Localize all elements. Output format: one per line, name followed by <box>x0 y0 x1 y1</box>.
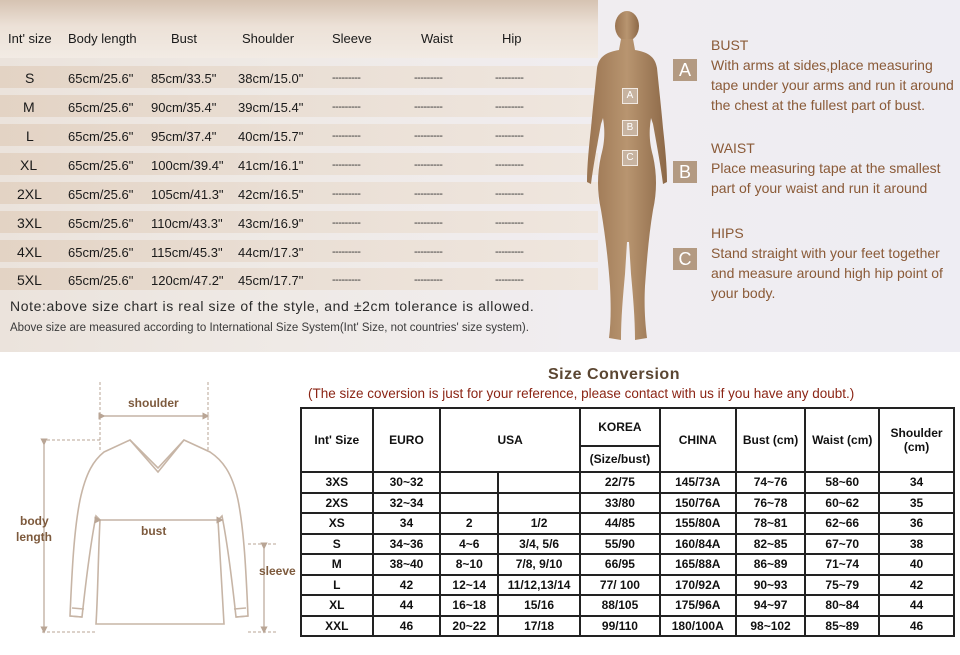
cell: 35 <box>879 493 954 514</box>
tolerance-note: Note:above size chart is real size of the style, and ±2cm tolerance is allowed. <box>10 298 535 314</box>
shoulder-cell: 45cm/17.7" <box>238 273 304 288</box>
header-usa: USA <box>440 408 580 472</box>
cell: 46 <box>373 616 441 637</box>
cell: 20~22 <box>440 616 498 637</box>
cell: 94~97 <box>736 595 806 616</box>
hip-cell: --------- <box>495 72 524 84</box>
body-length-cell: 65cm/25.6" <box>68 187 134 202</box>
cell: 11/12,13/14 <box>498 575 580 596</box>
cell: 42 <box>373 575 441 596</box>
cell: 55/90 <box>580 534 660 555</box>
table-row <box>301 513 954 534</box>
size-conversion-table <box>300 407 955 637</box>
cell: 145/73A <box>660 472 736 493</box>
cell: 38 <box>879 534 954 555</box>
shoulder-cell: 40cm/15.7" <box>238 129 304 144</box>
cell: 170/92A <box>660 575 736 596</box>
shoulder-cell: 43cm/16.9" <box>238 216 304 231</box>
header-waist: Waist <box>421 31 454 46</box>
header-china: CHINA <box>660 408 736 472</box>
cell: 2 <box>440 513 498 534</box>
hip-cell: --------- <box>495 217 524 229</box>
header-shoulder-line2: (cm) <box>903 440 930 454</box>
shoulder-cell: 42cm/16.5" <box>238 187 304 202</box>
cell: 74~76 <box>736 472 806 493</box>
sleeve-cell: --------- <box>332 101 361 113</box>
waist-cell: --------- <box>414 159 443 171</box>
cell: 22/75 <box>580 472 660 493</box>
table-row <box>301 595 954 616</box>
size-cell: M <box>23 99 35 115</box>
cell: 3/4, 5/6 <box>498 534 580 555</box>
bust-cell: 115cm/45.3" <box>151 245 223 260</box>
shoulder-cell: 39cm/15.4" <box>238 100 304 115</box>
hips-title: HIPS <box>711 225 744 241</box>
cell: XS <box>301 513 373 534</box>
table-row <box>301 534 954 555</box>
cell: 34 <box>879 472 954 493</box>
waist-cell: --------- <box>414 188 443 200</box>
bust-letter-box: A <box>673 59 697 81</box>
cell: 42 <box>879 575 954 596</box>
figure-marker-a: A <box>622 88 638 104</box>
cell: 150/76A <box>660 493 736 514</box>
hip-cell: --------- <box>495 246 524 258</box>
cell: 175/96A <box>660 595 736 616</box>
cell: 77/ 100 <box>580 575 660 596</box>
cell: 36 <box>879 513 954 534</box>
cell <box>440 493 498 514</box>
cell: 99/110 <box>580 616 660 637</box>
cell: 67~70 <box>805 534 879 555</box>
cell: 66/95 <box>580 554 660 575</box>
header-int-size: Int' Size <box>301 408 373 472</box>
size-cell: 3XL <box>17 215 42 231</box>
table-row <box>301 554 954 575</box>
cell: 60~62 <box>805 493 879 514</box>
cell: 40 <box>879 554 954 575</box>
cell: 7/8, 9/10 <box>498 554 580 575</box>
cell: 58~60 <box>805 472 879 493</box>
cell: 44 <box>373 595 441 616</box>
bust-cell: 100cm/39.4" <box>151 158 224 173</box>
header-sleeve: Sleeve <box>332 31 372 46</box>
cell: 38~40 <box>373 554 441 575</box>
sleeve-cell: --------- <box>332 72 361 84</box>
cell: 32~34 <box>373 493 441 514</box>
cell: 2XS <box>301 493 373 514</box>
body-length-label-line1: body <box>20 514 49 528</box>
body-silhouette-figure <box>575 6 675 342</box>
hips-description: Stand straight with your feet together and measure around high hip point of your body. <box>711 245 943 301</box>
body-length-cell: 65cm/25.6" <box>68 100 134 115</box>
cell <box>498 472 580 493</box>
cell: 34 <box>373 513 441 534</box>
sleeve-cell: --------- <box>332 217 361 229</box>
cell: 76~78 <box>736 493 806 514</box>
header-shoulder-cm <box>879 408 954 472</box>
table-row <box>301 493 954 514</box>
table-row <box>301 575 954 596</box>
cell <box>498 493 580 514</box>
shoulder-label: shoulder <box>128 396 179 410</box>
bust-cell: 105cm/41.3" <box>151 187 224 202</box>
bust-title: BUST <box>711 37 749 53</box>
table-row <box>301 472 954 493</box>
size-cell: L <box>26 128 34 144</box>
body-length-cell: 65cm/25.6" <box>68 71 134 86</box>
header-korea-sub: (Size/bust) <box>580 446 660 472</box>
waist-cell: --------- <box>414 217 443 229</box>
cell: 98~102 <box>736 616 806 637</box>
cell: 86~89 <box>736 554 806 575</box>
size-cell: XL <box>20 157 38 173</box>
waist-cell: --------- <box>414 101 443 113</box>
cell: 88/105 <box>580 595 660 616</box>
cell: 85~89 <box>805 616 879 637</box>
cell: M <box>301 554 373 575</box>
hip-cell: --------- <box>495 159 524 171</box>
cell: 17/18 <box>498 616 580 637</box>
cell: 1/2 <box>498 513 580 534</box>
cell: 34~36 <box>373 534 441 555</box>
header-waist-cm: Waist (cm) <box>805 408 879 472</box>
cell: 155/80A <box>660 513 736 534</box>
hip-cell: --------- <box>495 274 524 286</box>
cell: 8~10 <box>440 554 498 575</box>
bust-cell: 85cm/33.5" <box>151 71 217 86</box>
figure-marker-b: B <box>622 120 638 136</box>
cell: 3XS <box>301 472 373 493</box>
size-cell: 4XL <box>17 244 42 260</box>
header-bust-cm: Bust (cm) <box>736 408 806 472</box>
bust-cell: 95cm/37.4" <box>151 129 217 144</box>
sleeve-cell: --------- <box>332 130 361 142</box>
cell: XL <box>301 595 373 616</box>
hips-letter-box: C <box>673 248 697 270</box>
cell: 80~84 <box>805 595 879 616</box>
cell: 82~85 <box>736 534 806 555</box>
sleeve-cell: --------- <box>332 246 361 258</box>
header-hip: Hip <box>502 31 522 46</box>
body-length-label-line2: length <box>16 530 52 544</box>
figure-marker-c: C <box>622 150 638 166</box>
sleeve-label: sleeve <box>259 564 296 578</box>
header-shoulder-line1: Shoulder <box>890 426 943 440</box>
size-cell: 2XL <box>17 186 42 202</box>
header-shoulder: Shoulder <box>242 31 295 46</box>
cell: 33/80 <box>580 493 660 514</box>
waist-letter-box: B <box>673 161 697 183</box>
sleeve-cell: --------- <box>332 159 361 171</box>
header-intl-size: Int' size <box>8 31 52 46</box>
shoulder-cell: 41cm/16.1" <box>238 158 304 173</box>
waist-title: WAIST <box>711 140 755 156</box>
bust-cell: 110cm/43.3" <box>151 216 223 231</box>
cell: S <box>301 534 373 555</box>
cell: 30~32 <box>373 472 441 493</box>
cell: 160/84A <box>660 534 736 555</box>
header-korea: KOREA <box>580 408 660 446</box>
conversion-title: Size Conversion <box>548 366 680 383</box>
header-euro: EURO <box>373 408 441 472</box>
shoulder-cell: 38cm/15.0" <box>238 71 304 86</box>
body-length-cell: 65cm/25.6" <box>68 273 134 288</box>
shoulder-cell: 44cm/17.3" <box>238 245 304 260</box>
sleeve-cell: --------- <box>332 188 361 200</box>
body-length-cell: 65cm/25.6" <box>68 158 134 173</box>
cell: XXL <box>301 616 373 637</box>
bust-cell: 120cm/47.2" <box>151 273 224 288</box>
bust-description: With arms at sides,place measuring tape under your arms and run it around the chest at the fullest part of bust. <box>711 57 954 113</box>
size-system-note: Above size are measured according to International Size System(Int' Size, not countries' size system). <box>10 322 529 334</box>
bust-label: bust <box>141 524 167 538</box>
hip-cell: --------- <box>495 130 524 142</box>
cell: 44/85 <box>580 513 660 534</box>
hip-cell: --------- <box>495 188 524 200</box>
cell <box>440 472 498 493</box>
body-length-cell: 65cm/25.6" <box>68 129 134 144</box>
size-chart-header-bar <box>0 0 598 58</box>
cell: 4~6 <box>440 534 498 555</box>
cell: 180/100A <box>660 616 736 637</box>
waist-description: Place measuring tape at the smallest part of your waist and run it around <box>711 160 941 196</box>
cell: 12~14 <box>440 575 498 596</box>
header-bust: Bust <box>171 31 198 46</box>
body-length-cell: 65cm/25.6" <box>68 216 134 231</box>
cell: 15/16 <box>498 595 580 616</box>
sleeve-cell: --------- <box>332 274 361 286</box>
size-cell: 5XL <box>17 272 42 288</box>
cell: 75~79 <box>805 575 879 596</box>
waist-cell: --------- <box>414 246 443 258</box>
cell: 165/88A <box>660 554 736 575</box>
cell: 62~66 <box>805 513 879 534</box>
hip-cell: --------- <box>495 101 524 113</box>
cell: 71~74 <box>805 554 879 575</box>
header-body-length: Body length <box>68 31 137 46</box>
cell: 44 <box>879 595 954 616</box>
cell: 46 <box>879 616 954 637</box>
cell: 90~93 <box>736 575 806 596</box>
waist-cell: --------- <box>414 72 443 84</box>
table-row <box>301 616 954 637</box>
waist-cell: --------- <box>414 274 443 286</box>
conversion-subtitle: (The size coversion is just for your reference, please contact with us if you have any doubt.) <box>308 386 855 401</box>
cell: 78~81 <box>736 513 806 534</box>
bust-cell: 90cm/35.4" <box>151 100 217 115</box>
size-cell: S <box>25 70 35 86</box>
shirt-diagram <box>0 360 300 655</box>
body-length-cell: 65cm/25.6" <box>68 245 134 260</box>
waist-cell: --------- <box>414 130 443 142</box>
cell: 16~18 <box>440 595 498 616</box>
cell: L <box>301 575 373 596</box>
